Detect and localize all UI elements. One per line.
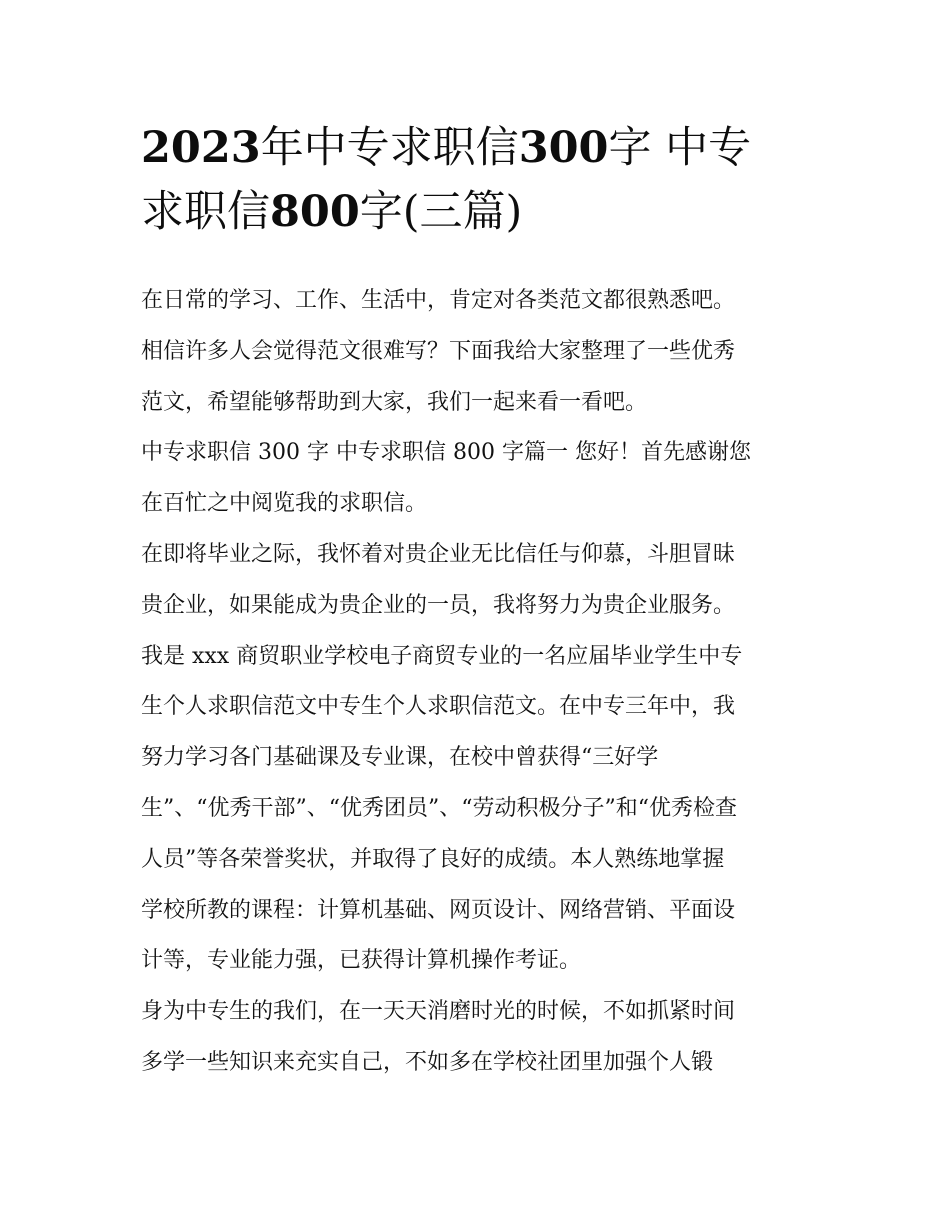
title-text-1: 年中专求职信 [260, 123, 519, 173]
text-line: 范文，希望能够帮助到大家，我们一起来看一看吧。 [141, 389, 648, 415]
text-line: 在日常的学习、工作、生活中，肯定对各类范文都很熟悉吧。 [141, 288, 736, 313]
text-line: 贵企业，如果能成为贵企业的一员，我将努力为贵企业服务。 [141, 592, 736, 618]
text-line: 生”、“优秀干部”、“优秀团员”、“劳动积极分子”和“优秀检查 [141, 795, 737, 821]
title-text-2: 字 中专 [608, 123, 752, 173]
text-line: 人员”等各荣誉奖状，并取得了良好的成绩。本人熟练地掌握 [141, 846, 725, 872]
title-number-300: 300 [518, 123, 609, 173]
text-line: 计等，专业能力强，已获得计算机操作考证。 [141, 948, 582, 974]
text-line: 努力学习各门基础课及专业课，在校中曾获得“三好学 [141, 745, 659, 771]
text-line: 在百忙之中阅览我的求职信。 [141, 491, 428, 517]
text-line: 中专求职信 300 字 中专求职信 800 字篇一 您好！首先感谢您 [141, 440, 751, 466]
text-line: 我是 xxx 商贸职业学校电子商贸专业的一名应届毕业学生中专 [141, 643, 743, 669]
title-text-3: 求职信 [141, 187, 270, 237]
text-line: 相信许多人会觉得范文很难写？下面我给大家整理了一些优秀 [141, 338, 736, 364]
text-line: 在即将毕业之际，我怀着对贵企业无比信任与仰慕，斗胆冒昧 [141, 541, 736, 567]
text-line: 身为中专生的我们，在一天天消磨时光的时候，不如抓紧时间 [141, 999, 736, 1025]
title-number-800: 800 [270, 187, 360, 237]
body-text [141, 276, 813, 1089]
text-line: 多学一些知识来充实自己，不如多在学校社团里加强个人锻 [141, 1049, 714, 1075]
title-year: 2023 [141, 123, 261, 173]
text-line: 学校所教的课程：计算机基础、网页设计、网络营销、平面设 [141, 897, 736, 923]
page-title [141, 116, 821, 244]
text-line: 生个人求职信范文中专生个人求职信范文。在中专三年中，我 [141, 694, 736, 720]
title-text-4: 字(三篇) [359, 187, 523, 237]
